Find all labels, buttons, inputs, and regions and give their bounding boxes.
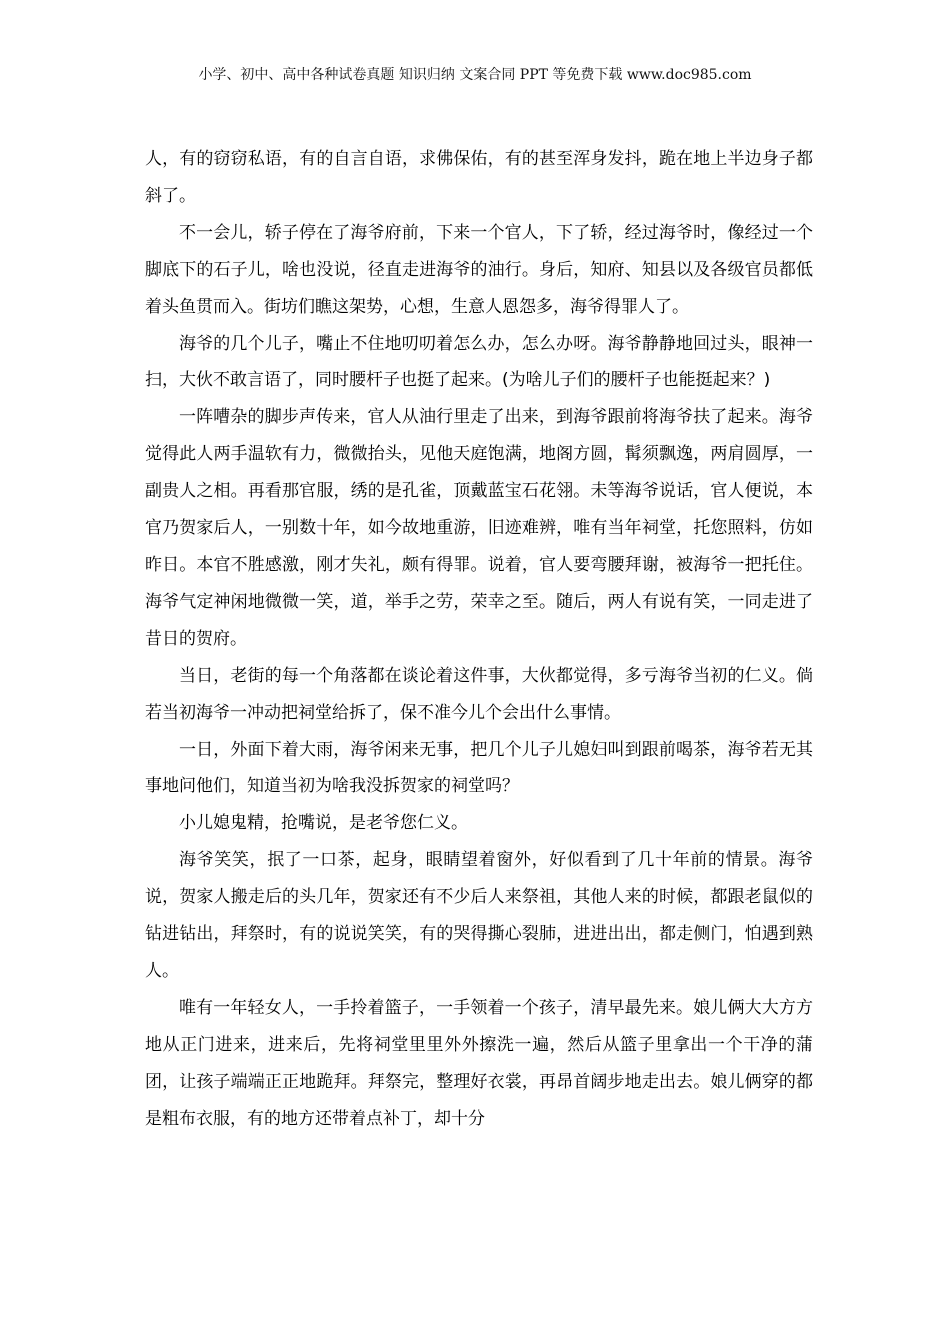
paragraph: 小儿媳鬼精，抢嘴说，是老爷您仁义。	[179, 813, 468, 834]
paragraph: 一阵嘈杂的脚步声传来，官人从油行里走了出来，到海爷跟前将海爷扶了起来。海爷觉得此人两手温软有力，微微抬头，见他天庭饱满，地阁方圆，髯须飘逸，两肩圆厚，一副贵人之相。再看那官服，绣的是孔雀，顶戴蓝宝石花翎。未等海爷说话，官人便说，本官乃贺家后人，一别数十年，如今故地重游，旧迹难辨，唯有当年祠堂，托您照料，仿如昨日。本官不胜感激，刚才失礼，颇有得罪。说着，官人要弯腰拜谢，被海爷一把托住。海爷气定神闲地微微一笑，道，举手之劳，荣幸之至。随后，两人有说有笑，一同走进了昔日的贺府。	[145, 407, 813, 649]
article-body	[145, 141, 813, 1137]
paragraph: 海爷的几个儿子，嘴止不住地叨叨着怎么办，怎么办呀。海爷静静地回过头，眼神一扫，大伙不敢言语了，同时腰杆子也挺了起来。(为啥儿子们的腰杆子也能挺起来？)	[145, 333, 813, 391]
paragraph: 人，有的窃窃私语，有的自言自语，求佛保佑，有的甚至浑身发抖，跪在地上半边身子都斜了。	[145, 149, 813, 206]
page-header: 小学、初中、高中各种试卷真题 知识归纳 文案合同 PPT 等免费下载 www.doc985.com	[198, 67, 752, 83]
paragraph: 海爷笑笑，抿了一口茶，起身，眼睛望着窗外，好似看到了几十年前的情景。海爷说，贺家人搬走后的头几年，贺家还有不少后人来祭祖，其他人来的时候，都跟老鼠似的钻进钻出，拜祭时，有的说说笑笑，有的哭得撕心裂肺，进进出出，都走侧门，怕遇到熟人。	[145, 850, 813, 981]
paragraph: 当日，老街的每一个角落都在谈论着这件事，大伙都觉得，多亏海爷当初的仁义。倘若当初海爷一冲动把祠堂给拆了，保不准今儿个会出什么事情。	[145, 665, 813, 723]
paragraph: 唯有一年轻女人，一手拎着篮子，一手领着一个孩子，清早最先来。娘儿俩大大方方地从正门进来，进来后，先将祠堂里里外外擦洗一遍，然后从篮子里拿出一个干净的蒲团，让孩子端端正正地跪拜。拜祭完，整理好衣裳，再昂首阔步地走出去。娘儿俩穿的都是粗布衣服，有的地方还带着点补丁，却十分	[145, 997, 813, 1129]
paragraph: 不一会儿，轿子停在了海爷府前，下来一个官人，下了轿，经过海爷时，像经过一个脚底下的石子儿，啥也没说，径直走进海爷的油行。身后，知府、知县以及各级官员都低着头鱼贯而入。街坊们瞧这架势，心想，生意人恩怨多，海爷得罪人了。	[145, 222, 813, 317]
paragraph: 一日，外面下着大雨，海爷闲来无事，把几个儿子儿媳妇叫到跟前喝茶，海爷若无其事地问他们，知道当初为啥我没拆贺家的祠堂吗？	[145, 739, 813, 797]
